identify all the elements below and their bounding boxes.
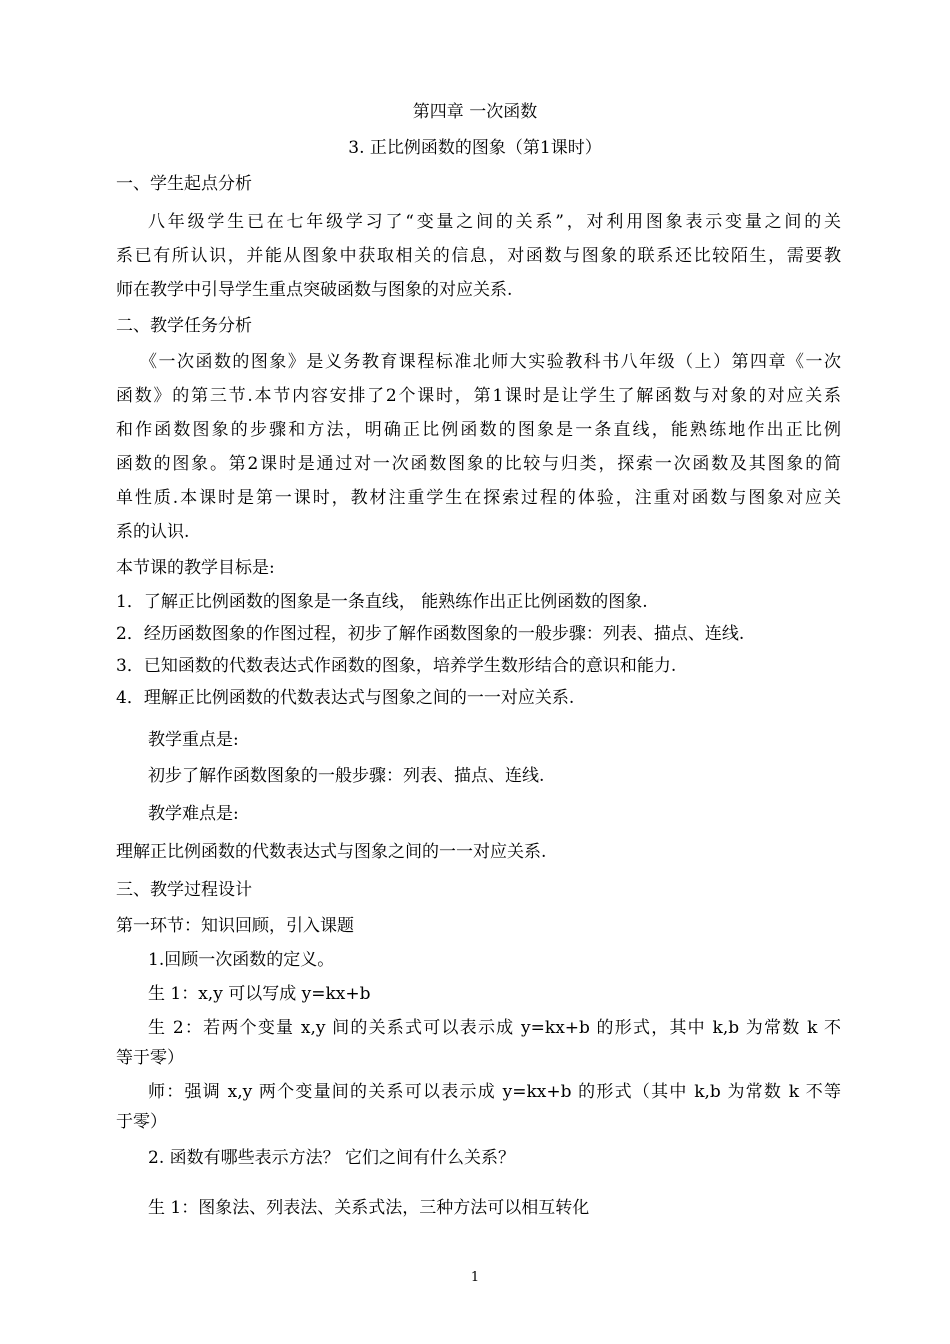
goal-item: 4．理解正比例函数的代数表达式与图象之间的一一对应关系.	[116, 688, 575, 708]
section-heading-2: 二、教学任务分析	[116, 316, 252, 336]
paragraph-line: 系的认识.	[116, 522, 190, 542]
chapter-title: 第四章 一次函数	[412, 102, 538, 122]
teacher-note-cont: 于零）	[116, 1112, 167, 1132]
section-heading-1: 一、学生起点分析	[116, 174, 252, 194]
stage-heading: 第一环节：知识回顾，引入课题	[116, 916, 354, 936]
paragraph-line: 《一次函数的图象》是义务教育课程标准北师大实验教科书八年级（上）第四章《一次	[140, 352, 841, 372]
student-answer-2-cont: 等于零）	[116, 1048, 184, 1068]
section-heading-3: 三、教学过程设计	[116, 880, 252, 900]
teacher-note: 师：强调 x,y 两个变量间的关系可以表示成 y=kx+b 的形式（其中 k,b 为常数 k 不等	[148, 1082, 841, 1102]
difficulty-label: 教学难点是:	[148, 804, 239, 824]
paragraph-line: 函数》的第三节.本节内容安排了2个课时，第1课时是让学生了解函数与对象的对应关系	[116, 386, 841, 406]
paragraph-line: 单性质.本课时是第一课时，教材注重学生在探索过程的体验，注重对函数与图象对应关	[116, 488, 841, 508]
paragraph-line: 函数的图象。第2课时是通过对一次函数图象的比较与归类，探索一次函数及其图象的简	[116, 454, 841, 474]
key-point-label: 教学重点是:	[148, 730, 239, 750]
question-1: 1.回顾一次函数的定义。	[148, 950, 335, 970]
student-answer-2: 生 2：若两个变量 x,y 间的关系式可以表示成 y=kx+b 的形式，其中 k,b 为常数 k 不	[148, 1018, 841, 1038]
question-2: 2. 函数有哪些表示方法？ 它们之间有什么关系？	[148, 1148, 516, 1168]
page-number: 1	[470, 1270, 480, 1285]
paragraph-line: 和作函数图象的步骤和方法，明确正比例函数的图象是一条直线，能熟练地作出正比例	[116, 420, 841, 440]
paragraph-line: 八年级学生已在七年级学习了“变量之间的关系”，对利用图象表示变量之间的关	[148, 212, 841, 232]
goals-intro: 本节课的教学目标是:	[116, 558, 275, 578]
student-answer-1: 生 1：x,y 可以写成 y=kx+b	[148, 984, 371, 1004]
paragraph-line: 师在教学中引导学生重点突破函数与图象的对应关系.	[116, 280, 513, 300]
answer-2: 生 1：图象法、列表法、关系式法，三种方法可以相互转化	[148, 1198, 590, 1218]
key-point-text: 初步了解作函数图象的一般步骤：列表、描点、连线.	[148, 766, 545, 786]
goal-item: 2．经历函数图象的作图过程，初步了解作函数图象的一般步骤：列表、描点、连线.	[116, 624, 745, 644]
goal-item: 1．了解正比例函数的图象是一条直线， 能熟练作出正比例函数的图象.	[116, 592, 648, 612]
difficulty-text: 理解正比例函数的代数表达式与图象之间的一一对应关系.	[116, 842, 547, 862]
goal-item: 3．已知函数的代数表达式作函数的图象，培养学生数形结合的意识和能力.	[116, 656, 677, 676]
paragraph-line: 系已有所认识，并能从图象中获取相关的信息，对函数与图象的联系还比较陌生，需要教	[116, 246, 841, 266]
lesson-title: 3. 正比例函数的图象（第1课时）	[348, 138, 602, 158]
